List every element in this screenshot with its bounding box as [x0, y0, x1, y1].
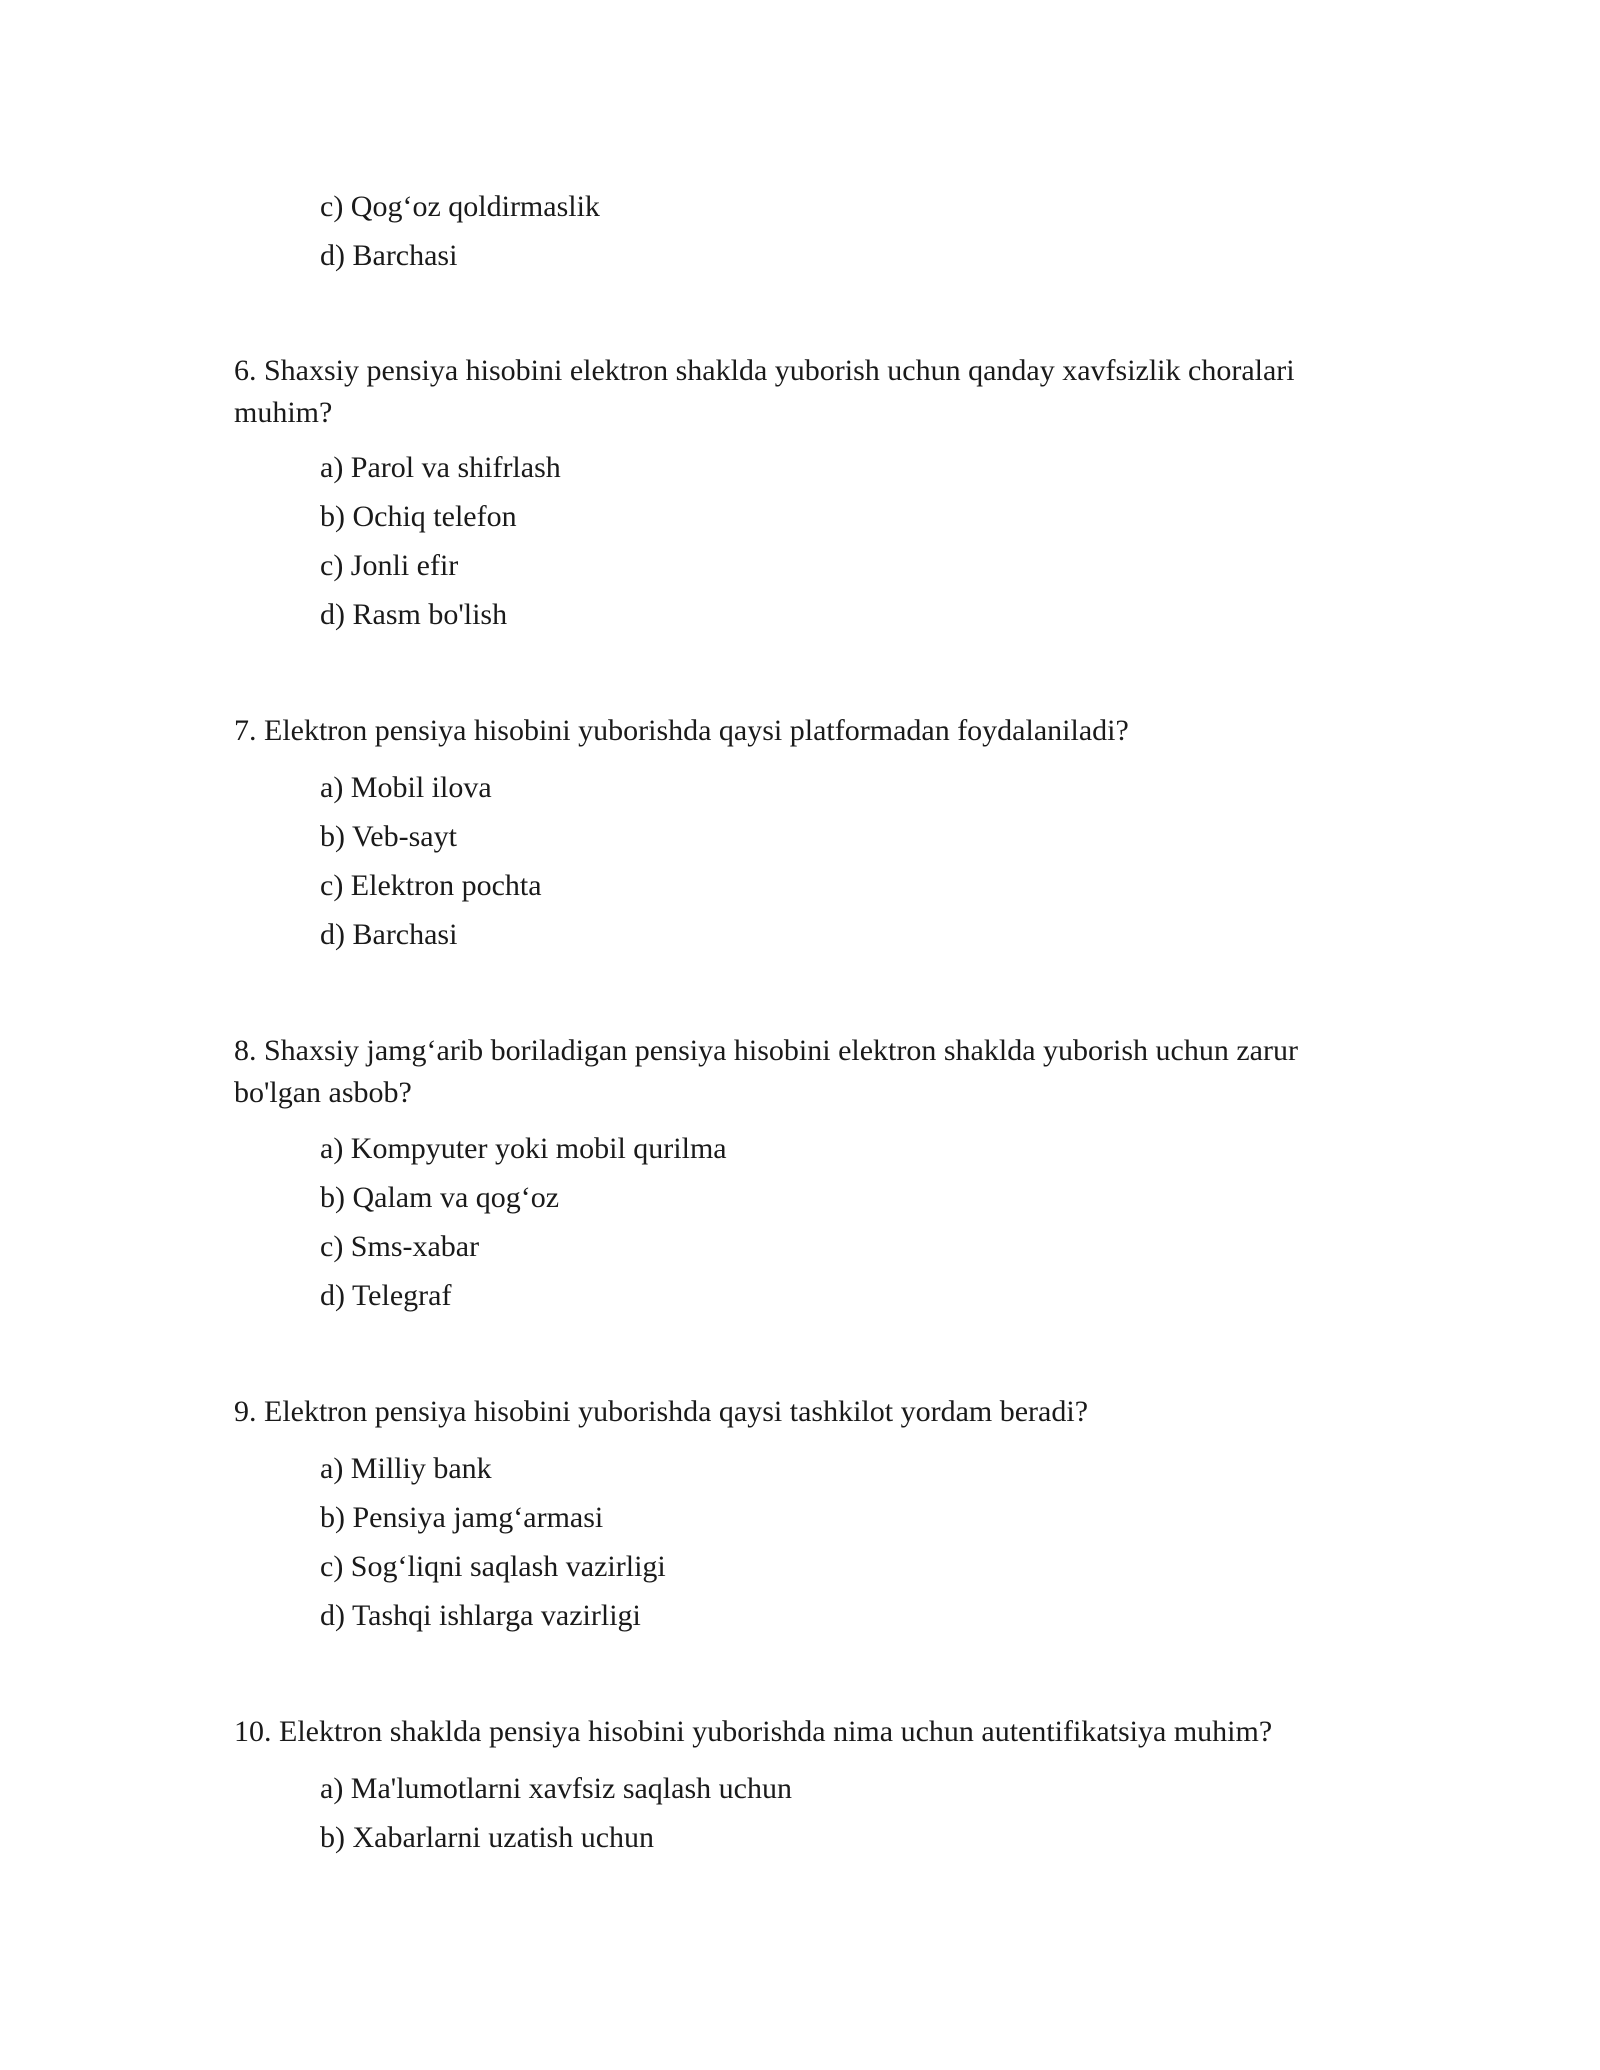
question-8-option-d: d) Telegraf: [320, 1279, 452, 1312]
question-10: 10. Elektron shaklda pensiya hisobini yuborishda nima uchun autentifikatsiya muhim?: [234, 1715, 1273, 1748]
intro-option-d: d) Barchasi: [320, 239, 458, 272]
question-6-option-c: c) Jonli efir: [320, 549, 459, 582]
question-7-option-c: c) Elektron pochta: [320, 869, 542, 902]
question-9-option-a: a) Milliy bank: [320, 1452, 492, 1485]
question-7-option-d: d) Barchasi: [320, 918, 458, 951]
question-7-option-a: a) Mobil ilova: [320, 771, 492, 804]
question-8-option-b: b) Qalam va qog‘oz: [320, 1181, 560, 1214]
question-8-option-c: c) Sms-xabar: [320, 1230, 480, 1263]
question-6-option-a: a) Parol va shifrlash: [320, 451, 561, 484]
question-6-option-b: b) Ochiq telefon: [320, 500, 517, 533]
question-7-option-b: b) Veb-sayt: [320, 820, 457, 853]
question-6-option-d: d) Rasm bo'lish: [320, 598, 508, 631]
question-6: 6. Shaxsiy pensiya hisobini elektron shaklda yuborish uchun qanday xavfsizlik choralari muhim?: [234, 354, 1295, 429]
question-10-option-b: b) Xabarlarni uzatish uchun: [320, 1821, 655, 1854]
question-7: 7. Elektron pensiya hisobini yuborishda qaysi platformadan foydalaniladi?: [234, 714, 1129, 747]
question-9-option-c: c) Sog‘liqni saqlash vazirligi: [320, 1550, 666, 1583]
question-8-option-a: a) Kompyuter yoki mobil qurilma: [320, 1132, 727, 1165]
question-8: 8. Shaxsiy jamg‘arib boriladigan pensiya hisobini elektron shaklda yuborish uchun zarur bo'lgan asbob?: [234, 1034, 1298, 1109]
question-10-option-a: a) Ma'lumotlarni xavfsiz saqlash uchun: [320, 1772, 792, 1805]
question-9-option-b: b) Pensiya jamg‘armasi: [320, 1501, 604, 1534]
intro-option-c: c) Qog‘oz qoldirmaslik: [320, 190, 600, 223]
question-9: 9. Elektron pensiya hisobini yuborishda qaysi tashkilot yordam beradi?: [234, 1395, 1089, 1428]
question-9-option-d: d) Tashqi ishlarga vazirligi: [320, 1599, 641, 1632]
